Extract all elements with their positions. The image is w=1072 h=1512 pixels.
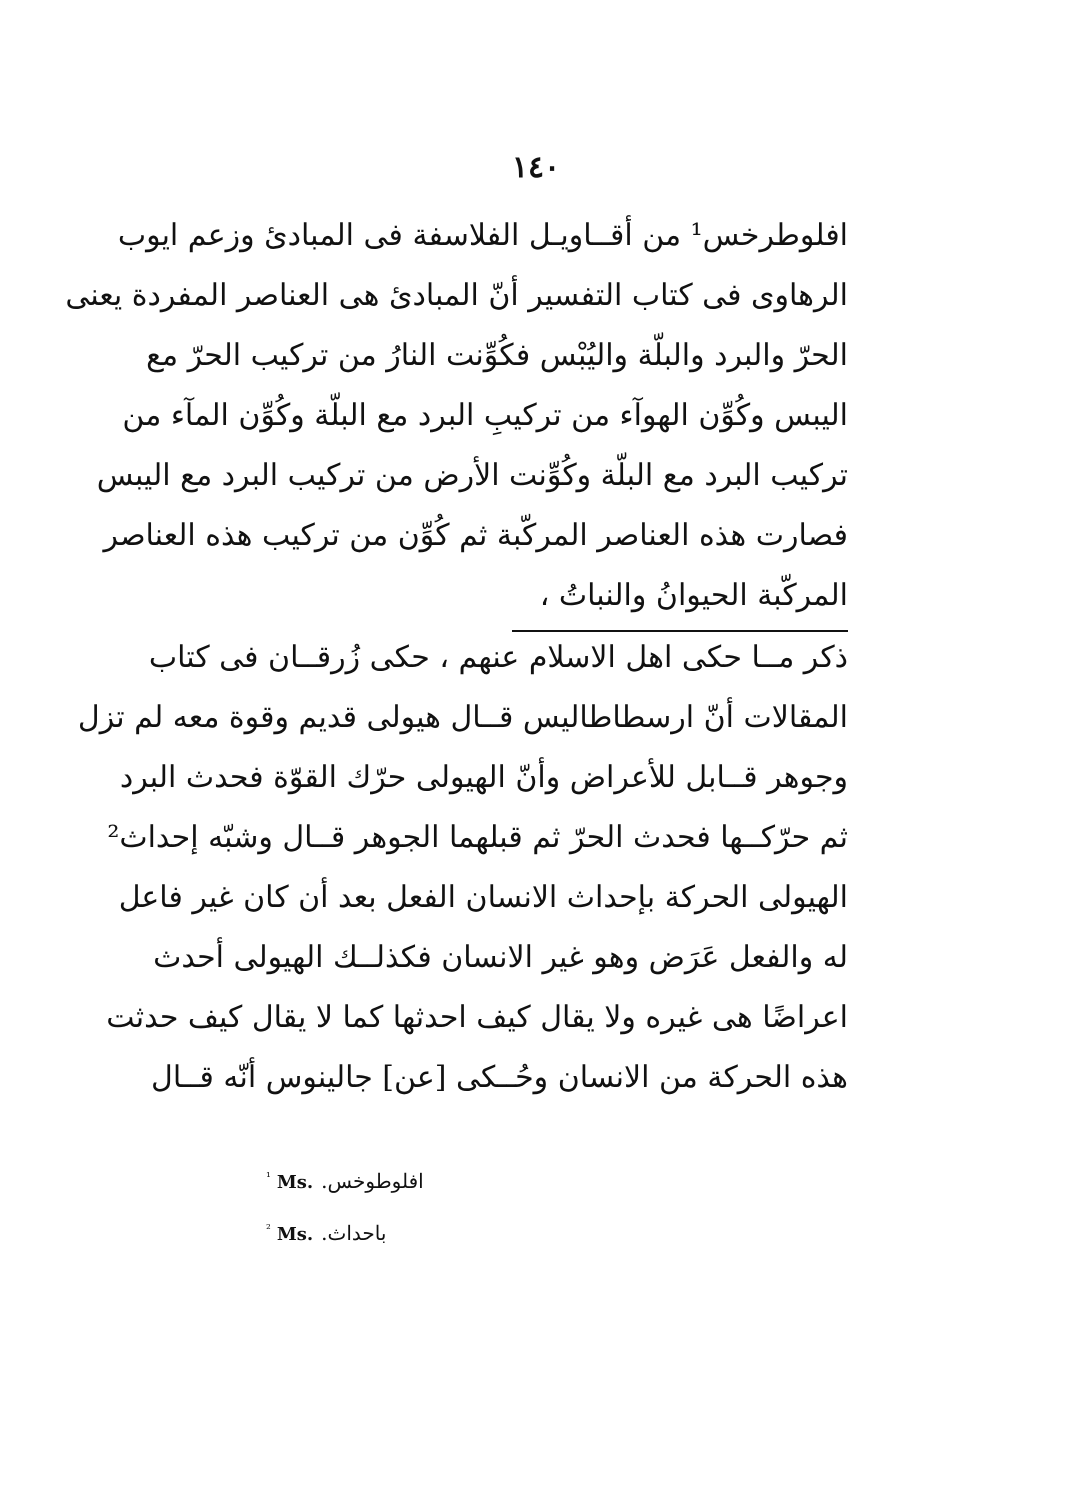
footnote-ms-label: Ms.	[276, 1224, 314, 1245]
text-line: الهيولى الحركة بإحداث الانسان الفعل بعد أن كان غير فاعل	[118, 880, 848, 915]
footnotes	[266, 1162, 424, 1266]
paragraph-2	[77, 628, 848, 1108]
text-line: المركّبة الحيوانُ والنباتُ ،	[539, 578, 848, 613]
text-line: اعراضًا هى غيره ولا يقال كيف احدثها كما لا يقال كيف حدثت	[106, 1000, 848, 1035]
text-line: المقالات أنّ ارسطاطاليس قــال هيولى قديم وقوة معه لم تزل	[77, 700, 848, 735]
footnote-text: افلوطوخس.	[321, 1169, 424, 1193]
text-line: ثم حرّكــها فحدث الحرّ ثم قبلهما الجوهر قــال وشبّه إحداث²	[107, 820, 848, 855]
footnote	[266, 1162, 424, 1214]
text-line: الحرّ والبرد والبلّة واليُبْس فكُوِّنت النارُ من تركيب الحرّ مع	[146, 338, 848, 373]
text-line: الرهاوى فى كتاب التفسير أنّ المبادئ هى العناصر المفردة يعنى	[65, 278, 848, 313]
page-number: ١٤٠	[511, 150, 561, 185]
text-line: فصارت هذه العناصر المركّبة ثم كُوِّن من تركيب هذه العناصر	[103, 518, 848, 553]
footnote-text: باحداث.	[321, 1221, 387, 1245]
footnote-marker: ²	[266, 1222, 271, 1236]
text-line: وجوهر قــابل للأعراض وأنّ الهيولى حرّك القوّة فحدث البرد	[119, 760, 848, 795]
text-line: تركيب البرد مع البلّة وكُوِّنت الأرض من تركيب البرد مع اليبس	[96, 458, 848, 493]
text-line: هذه الحركة من الانسان وحُــكى [عن] جالينوس أنّه قــال	[151, 1060, 848, 1095]
footnote	[266, 1214, 424, 1266]
paragraph-1	[65, 206, 848, 626]
text-line: افلوطرخس¹ من أقــاويـل الفلاسفة فى المبادئ وزعم ايوب	[117, 218, 848, 253]
text-line: اليبس وكُوِّن الهوآء من تركيبِ البرد مع البلّة وكُوِّن المآء من	[122, 398, 848, 433]
footnote-marker: ¹	[266, 1170, 271, 1184]
footnote-ms-label: Ms.	[276, 1172, 314, 1193]
text-line: له والفعل عَرَض وهو غير الانسان فكذلــك الهيولى أحدث	[153, 940, 848, 975]
text-line: ذكر مــا حكى اهل الاسلام عنهم ، حكى زُرقــان فى كتاب	[148, 640, 848, 675]
